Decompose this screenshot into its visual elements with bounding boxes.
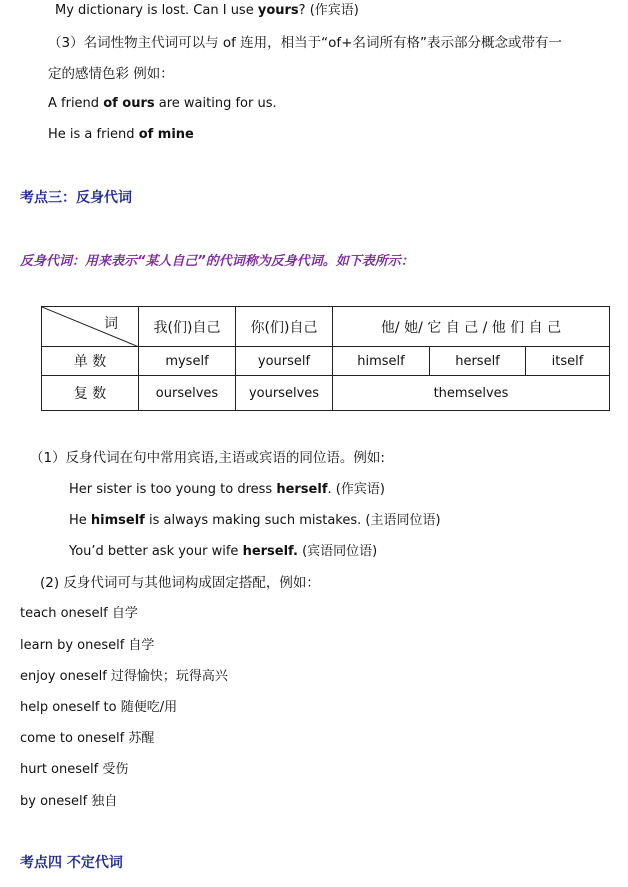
table-row-singular — [42, 347, 610, 376]
header-first-person: 我(们)自己 — [139, 307, 236, 347]
rule-3-line2: 定的感情色彩 例如： — [48, 66, 174, 82]
example-yours: My dictionary is lost. Can I use yours? (作宾语) — [55, 3, 359, 18]
rule-1: （1）反身代词在句中常用宾语,主语或宾语的同位语。例如: — [30, 450, 385, 466]
cell-yourselves: yourselves — [236, 376, 333, 411]
cell-itself: itself — [526, 347, 610, 376]
corner-label: 词 — [104, 316, 118, 332]
table-row-plural — [42, 376, 610, 411]
cell-themselves: themselves — [333, 376, 610, 411]
rule-2: (2) 反身代词可与其他词构成固定搭配，例如： — [40, 575, 320, 591]
cell-yourself: yourself — [236, 347, 333, 376]
section-heading-4: 考点四 不定代词 — [20, 855, 123, 871]
reflexive-pronoun-table — [41, 306, 610, 411]
row-label-plural: 复 数 — [42, 376, 139, 411]
cell-ourselves: ourselves — [139, 376, 236, 411]
phrase-enjoy-oneself: enjoy oneself 过得愉快；玩得高兴 — [20, 669, 228, 684]
phrase-by-oneself: by oneself 独自 — [20, 794, 118, 809]
cell-herself: herself — [430, 347, 526, 376]
example-of-ours: A friend of ours are waiting for us. — [48, 96, 277, 111]
example-of-mine: He is a friend of mine — [48, 127, 194, 142]
phrase-hurt-oneself: hurt oneself 受伤 — [20, 762, 129, 777]
phrase-learn-by-oneself: learn by oneself 自学 — [20, 638, 155, 653]
example-himself-appositive: He himself is always making such mistakes. (主语同位语) — [69, 513, 441, 528]
table-corner-cell — [42, 307, 139, 347]
cell-myself: myself — [139, 347, 236, 376]
diagonal-line — [42, 307, 139, 347]
header-second-person: 你(们)自己 — [236, 307, 333, 347]
section-heading-3: 考点三：反身代词 — [20, 190, 132, 206]
example-herself-appositive: You’d better ask your wife herself. (宾语同位语) — [69, 544, 378, 559]
example-herself-object: Her sister is too young to dress herself. (作宾语) — [69, 482, 385, 497]
header-third-person: 他/ 她/ 它 自 己 / 他 们 自 己 — [333, 307, 610, 347]
phrase-teach-oneself: teach oneself 自学 — [20, 606, 138, 621]
phrase-help-oneself-to: help oneself to 随便吃/用 — [20, 700, 178, 715]
reflexive-definition: 反身代词：用来表示“某人自己”的代词称为反身代词。如下表所示： — [20, 254, 414, 269]
rule-3-line1: （3）名词性物主代词可以与 of 连用，相当于“of+名词所有格”表示部分概念或带有一 — [48, 35, 562, 51]
table-header-row — [42, 307, 610, 347]
cell-himself: himself — [333, 347, 430, 376]
phrase-come-to-oneself: come to oneself 苏醒 — [20, 731, 155, 746]
row-label-singular: 单 数 — [42, 347, 139, 376]
